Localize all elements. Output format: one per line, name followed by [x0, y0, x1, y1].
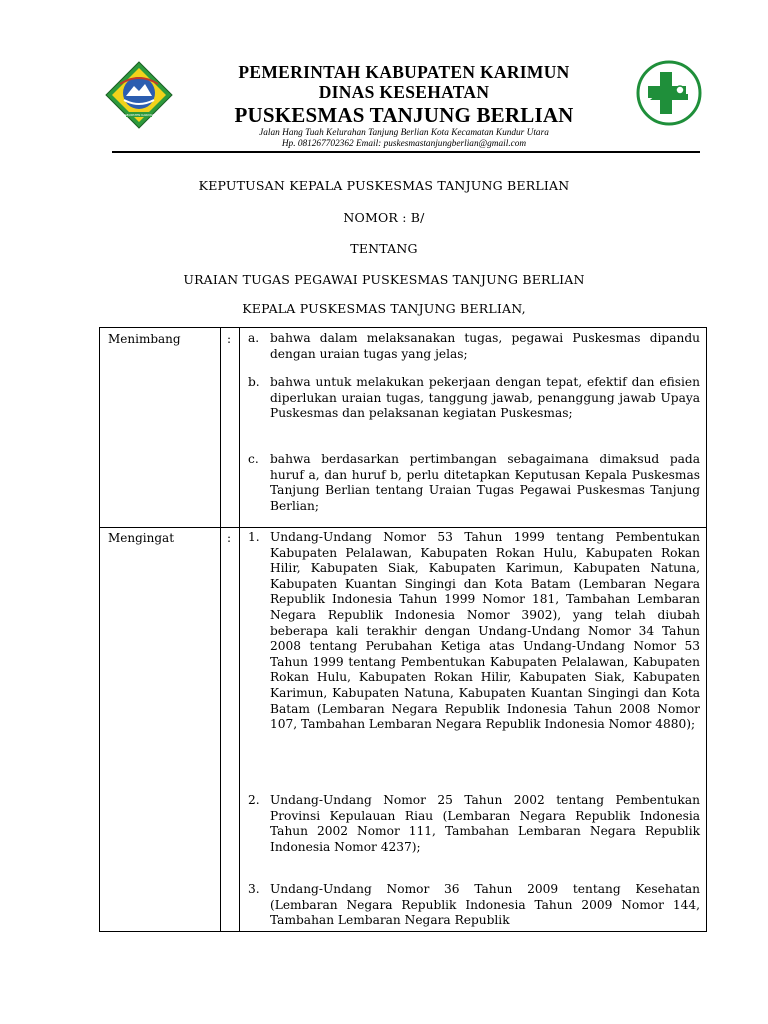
item-text: Undang-Undang Nomor 36 Tahun 2009 tentang Kesehatan (Lembaran Negara Republik Indonesia Tahun 2009 Nomor 144, Tambahan Lembaran Negara Republik: [270, 882, 700, 928]
government-name: PEMERINTAH KABUPATEN KARIMUN: [238, 62, 570, 82]
list-item: [248, 793, 700, 855]
list-item: [248, 331, 700, 362]
list-item: [248, 452, 700, 514]
letterhead: [0, 0, 768, 160]
item-marker: b.: [248, 375, 260, 389]
mengingat-label: Mengingat: [108, 531, 175, 545]
contact-info: Hp. 081267702362 Email: puskesmastanjungberlian@gmail.com: [281, 139, 527, 149]
item-text: Undang-Undang Nomor 53 Tahun 1999 tentang Pembentukan Kabupaten Pelalawan, Kabupaten Rokan Hulu, Kabupaten Rokan Hilir, Kabupaten Siak, Kabupaten Karimun, Kabupaten Natuna, Kabupaten Kuantan Singingi dan Kota Batam (Lembaran Negara Republik Indonesia Tahun 1999 Nomor 181, Tambahan Lembaran Negara Republik Indonesia Nomor 3902), yang telah diubah beberapa kali terakhir dengan Undang-Undang Nomor 34 Tahun 2008 tentang Perubahan Ketiga atas Undang-Undang Nomor 53 Tahun 1999 tentang Pembentukan Kabupaten Pelalawan, Kabupaten Rokan Hulu, Kabupaten Rokan Hilir, Kabupaten Siak, Kabupaten Karimun, Kabupaten Natuna, Kabupaten Kuantan Singingi dan Kota Batam (Lembaran Negara Republik Indonesia Tahun 2008 Nomor 107, Tambahan Lembaran Negara Republik Indonesia Nomor 4880);: [270, 530, 700, 732]
decree-title: KEPUTUSAN KEPALA PUSKESMAS TANJUNG BERLIAN: [198, 178, 570, 193]
agency-name: DINAS KESEHATAN: [318, 82, 490, 102]
item-marker: 2.: [248, 793, 260, 807]
decree-subject: URAIAN TUGAS PEGAWAI PUSKESMAS TANJUNG BERLIAN: [183, 272, 585, 287]
item-marker: 1.: [248, 530, 260, 544]
puskesmas-logo-icon: [636, 60, 702, 126]
puskesmas-name: PUSKESMAS TANJUNG BERLIAN: [234, 103, 574, 127]
item-text: bahwa berdasarkan pertimbangan sebagaimana dimaksud pada huruf a, dan huruf b, perlu ditetapkan Keputusan Kepala Puskesmas Tanjung Berlian tentang Uraian Tugas Pegawai Puskesmas Tanjung Berlian;: [270, 452, 700, 513]
karimun-emblem-icon: [104, 60, 174, 130]
list-item: [248, 530, 700, 733]
item-marker: a.: [248, 331, 260, 345]
item-text: Undang-Undang Nomor 25 Tahun 2002 tentang Pembentukan Provinsi Kepulauan Riau (Lembaran Negara Republik Indonesia Tahun 2002 Nomor 111, Tambahan Lembaran Negara Republik Indonesia Nomor 4237);: [270, 793, 700, 854]
table-divider: [239, 327, 240, 932]
item-marker: c.: [248, 452, 259, 466]
svg-text:KABUPATEN KARIMUN: KABUPATEN KARIMUN: [122, 113, 156, 117]
decree-about: TENTANG: [350, 241, 418, 256]
decree-number: NOMOR : B/: [343, 210, 425, 225]
letterhead-text: [190, 62, 618, 150]
decree-issuer: KEPALA PUSKESMAS TANJUNG BERLIAN,: [242, 301, 526, 316]
menimbang-label: Menimbang: [108, 332, 181, 346]
mengingat-colon: :: [227, 531, 232, 545]
address: Jalan Hang Tuah Kelurahan Tanjung Berlian Kota Kecamatan Kundur Utara: [259, 128, 549, 138]
table-divider: [220, 327, 221, 932]
item-text: bahwa dalam melaksanakan tugas, pegawai Puskesmas dipandu dengan uraian tugas yang jelas;: [270, 331, 700, 361]
item-text: bahwa untuk melakukan pekerjaan dengan tepat, efektif dan efisien diperlukan uraian tugas, tanggung jawab, penanggung jawab Upaya Puskesmas dan pelaksanan kegiatan Puskesmas;: [270, 375, 700, 421]
list-item: [248, 882, 700, 929]
list-item: [248, 375, 700, 422]
item-marker: 3.: [248, 882, 260, 896]
table-row-divider: [99, 527, 707, 528]
menimbang-colon: :: [227, 332, 232, 346]
letterhead-divider: [112, 151, 700, 153]
